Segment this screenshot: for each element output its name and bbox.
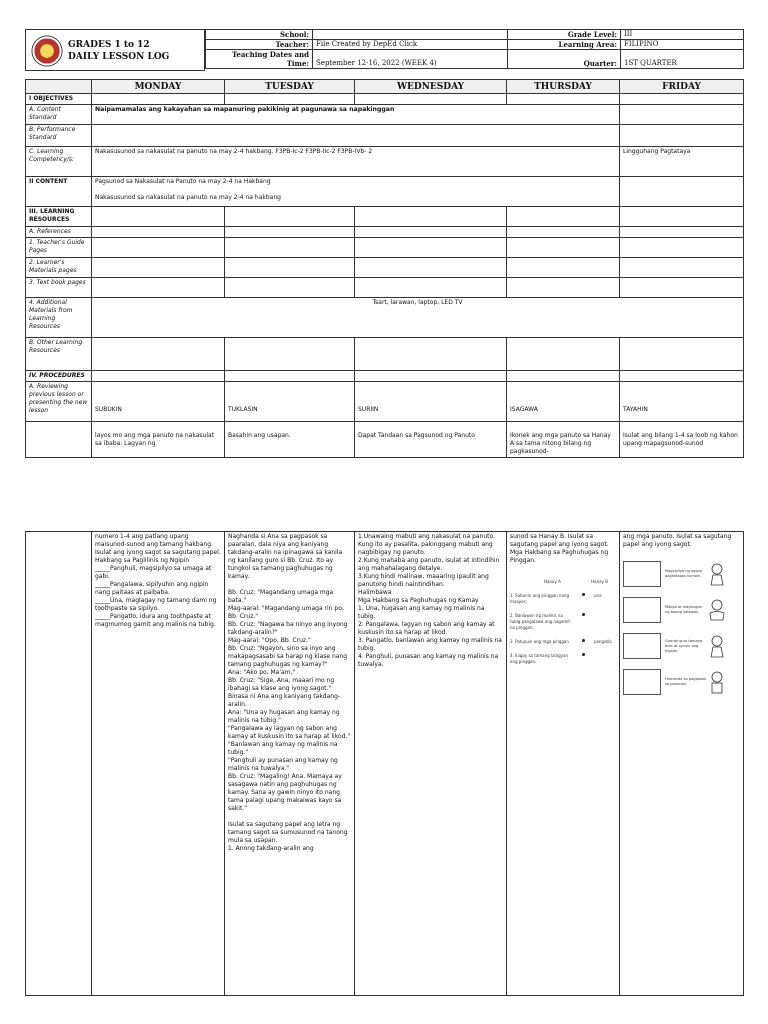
friday-continued [620,532,744,996]
lesson-log-table [25,79,744,458]
tuesday-activity-title: TUKLASIN [228,406,258,413]
deped-seal-icon [30,34,64,68]
child-school-icon [707,670,727,694]
content-line-2: Nakasusunod sa nakasulat na panuto na may 2-4 na hakbang [95,194,281,201]
textbook-label: 3. Text book pages [26,278,92,298]
teachers-guide-label: 1. Teacher's Guide Pages [26,238,92,258]
matching-answer-2 [594,613,616,631]
day-thursday: THURSDAY [507,80,620,94]
tuesday-activity-text: Basahin ang usapan. [225,422,355,458]
competency-label: C. Learning Competency/s: [26,147,92,177]
resources-label: III. LEARNING RESOURCES [26,207,92,227]
dates-value: September 12-16, 2022 (WEEK 4) [313,50,508,69]
thursday-continued [507,532,620,996]
competency-value: Nakasusunod sa nakasulat na panuto na may 2-4 hakbang. F3PB-Ic-2 F3PB-IIc-2 F3PB-IVb- 2 [92,147,620,177]
thursday-text: sunod sa Hanay B. Isulat sa sagutang papel ang iyong sagot. Mga Hakbang sa Paghuhugas ng Pinggan. [510,533,609,564]
objectives-label: I OBJECTIVES [26,94,92,105]
school-label: School: [206,30,313,40]
monday-continued: numero 1-4 ang patlang upang maisunod-sunod ang tamang hakbang. Isulat ang iyong sagot sa sagutang papel. Hakbang sa Paglilinis ng Ngipin _____Panghuli, magsipilyo sa umaga at gabi. _____Pangalawa, sipilyuhin ang ngipin nang paitaas at paibaba. _____Una, maglagay ng tamang dami ng toothpaste sa sipilyo. _____Pangatlo, idura ang toothpaste at magmumog gamit ang malinis na tubig. [92,532,225,996]
teacher-label: Teacher: [206,40,313,50]
friday-activity-text: Isulat ang bilang 1-4 sa loob ng kahon upang mapagsunod-sunod [620,422,744,458]
answer-box [623,669,661,695]
grade-label: Grade Level: [508,30,621,40]
wednesday-activity-title: SURIIN [358,406,379,413]
friday-activity-title: TAYAHIN [623,406,648,413]
additional-materials-value: Tsart, larawan, laptop, LED TV [92,298,744,338]
performance-standard-label: B. Performance Standard [26,125,92,147]
friday-caption-4: Humanda sa pagpasok sa paaralan. [665,677,707,686]
other-resources-label: B. Other Learning Resources [26,338,92,371]
day-friday: FRIDAY [620,80,744,94]
matching-answer-3: pangatlo [594,639,612,644]
answer-box [623,597,661,623]
thursday-activity-text: Ikonek ang mga panuto sa Hanay A sa tama nitong bilang ng pagkasunod- [507,422,620,458]
grade-value: III [621,30,744,40]
answer-box [623,633,661,659]
matching-item-2: 2. Banlawan ng malinis na tubig pangalawa ang nagamit na pinggan. [510,613,570,630]
child-brushing-icon [707,562,727,586]
header-info-table [205,29,744,69]
learners-materials-label: 2. Learner's Materials pages [26,258,92,278]
thursday-activity-title: ISAGAWA [510,406,538,413]
content-standard-value: Naipamamalas ang kakayahan sa mapanuring pakikinig at pagunawa sa napakinggan [92,105,620,125]
matching-answer-4 [594,653,616,665]
thursday-activity [507,382,620,422]
page-1 [0,0,768,470]
procedures-label: IV. PROCEDURES [26,371,92,382]
child-waking-icon [707,634,727,658]
day-wednesday: WEDNESDAY [355,80,507,94]
answer-box [623,561,661,587]
competency-friday: Lingguhang Pagtataya [620,147,744,177]
monday-activity-text: layos mo ang mga panuto na nakasulat sa ibaba. Lagyan ng [92,422,225,458]
friday-caption-1: Magsipilyo ng ngipin pagkatapos kumain. [665,569,703,578]
lesson-log-table-continued [25,531,744,996]
wednesday-continued: 1.Unawaing mabuti ang nakasulat na panuto. Kung ito ay pasalita, pakinggang mabuti ang nagbibigay ng panuto. 2.Kung mahaba ang panuto, isulat at intindihin ang mahahalagang detalye. 3.Kung hindi malinaw, maaaring ipaulit ang panutong hindi naintindihan. Halimbawa Mga Hakbang sa Paghuhugas ng Kamay 1. Una, hugasan ang kamay ng malinis na tubig. 2. Pangalawa, lagyan ng sabon ang kamay at kuskusin ito sa harap at likod. 3. Pangatlo, banlawan ang kamay ng malinis na tubig. 4. Panghuli, punasan ang kamay ng malinis na tuwalya. [355,532,507,996]
corner-cell [26,80,92,94]
reviewing-label: A. Reviewing previous lesson or presenting the new lesson [26,382,92,422]
wednesday-activity-text: Dapat Tandaan sa Pagsunod ng Panuto [355,422,507,458]
dates-label: Teaching Dates and Time: [206,50,313,69]
tuesday-activity [225,382,355,422]
friday-text: ang mga panuto. Isulat sa sagutang papel ang iyong sagot. [623,533,734,548]
bullet-icon [582,639,585,642]
header-title-line2: DAILY LESSON LOG [68,52,170,62]
matching-answer-1: una [594,593,602,598]
bullet-icon [582,653,585,656]
bullet-icon [582,593,585,596]
matching-item-1: 1. Sabunin ang pinggan nang maayos. [510,593,569,604]
content-standard-label: A. Content Standard [26,105,92,125]
references-label: A. References [26,227,92,238]
matching-item-4: 4. Ilagay sa tamang lalagyan ang pinggan. [510,653,568,664]
additional-materials-label: 4. Additional Materials from Learning Resources [26,298,92,338]
header-title-line1: GRADES 1 to 12 [68,40,150,50]
friday-caption-3: Gumising sa tamang oras at ayusin ang higaan. [665,638,703,653]
label-cell-continued [26,532,92,996]
matching-item-3: 3. Patuyuin ang mga pinggan. [510,639,571,644]
monday-activity-title: SUBUKIN [95,406,122,413]
friday-activity [620,382,744,422]
quarter-value: 1ST QUARTER [621,50,744,69]
area-label: Learning Area: [508,40,621,50]
monday-activity [92,382,225,422]
content-label: II CONTENT [26,177,92,207]
area-value: FILIPINO [621,40,744,50]
day-monday: MONDAY [92,80,225,94]
page-2 [0,470,768,1024]
teacher-value: File Created by DepEd Click [313,40,508,50]
bullet-icon [582,613,585,616]
wednesday-activity [355,382,507,422]
child-bathing-icon [707,598,727,622]
hanay-b-header: Hanay B [591,579,608,584]
hanay-a-header: Hanay A [544,579,561,584]
day-tuesday: TUESDAY [225,80,355,94]
tuesday-continued: Naghanda si Ana sa pagpasok sa paaralan, dala niya ang kaniyang takdang-aralin na ipinagawa sa kanila ng kanilang guro si Bb. Cruz. Ito ay tungkol sa tamang paghuhugas ng kamay. Bb. Cruz: "Magandang umaga mga bata." Mag-aaral: "Magandang umaga rin po, Bb. Cruz." Bb. Cruz: "Nagawa ba ninyo ang inyong takdang-aralin?" Mag-aaral: "Opo, Bb. Cruz." Bb. Cruz: "Ngayon, sino sa inyo ang makapagsasabi sa harap ng klase nang tamang paghuhugas ng kamay?" Ana: "Ako po, Ma'am." Bb. Cruz: "Sige, Ana, maaari mo ng ibahagi sa klase ang iyong sagot." Binasa ni Ana ang kaniyang takdang-aralin. Ana: "Una ay hugasan ang kamay ng malinis na tubig." "Pangalawa ay lagyan ng sabon ang kamay at kuskusin ito sa harap at likod." "Banlawan ang kamay ng malinis na tubig." "Panghuli ay punasan ang kamay ng malinis na tuwalya." Bb. Cruz: "Magaling! Ana. Mamaya ay sasagawa natin ang paghuhugas ng kamay. Sana ay gawin ninyo ito nang tama palagi upang makaiwas kayo sa sakit." Isulat sa sagutang papel ang letra ng tamang sagot sa sumusunod na tanong mula sa usapan. 1. Anong takdang-aralin ang [225,532,355,996]
friday-caption-2: Maligo at maghugas ng buong katawan. [665,605,702,614]
header-title-block [25,29,205,71]
content-line-1: Pagsunod sa Nakasulat na Panuto na may 2-4 na Hakbang [95,178,271,185]
quarter-label: Quarter: [508,50,621,69]
matching-table [510,579,616,665]
school-value [313,30,508,40]
